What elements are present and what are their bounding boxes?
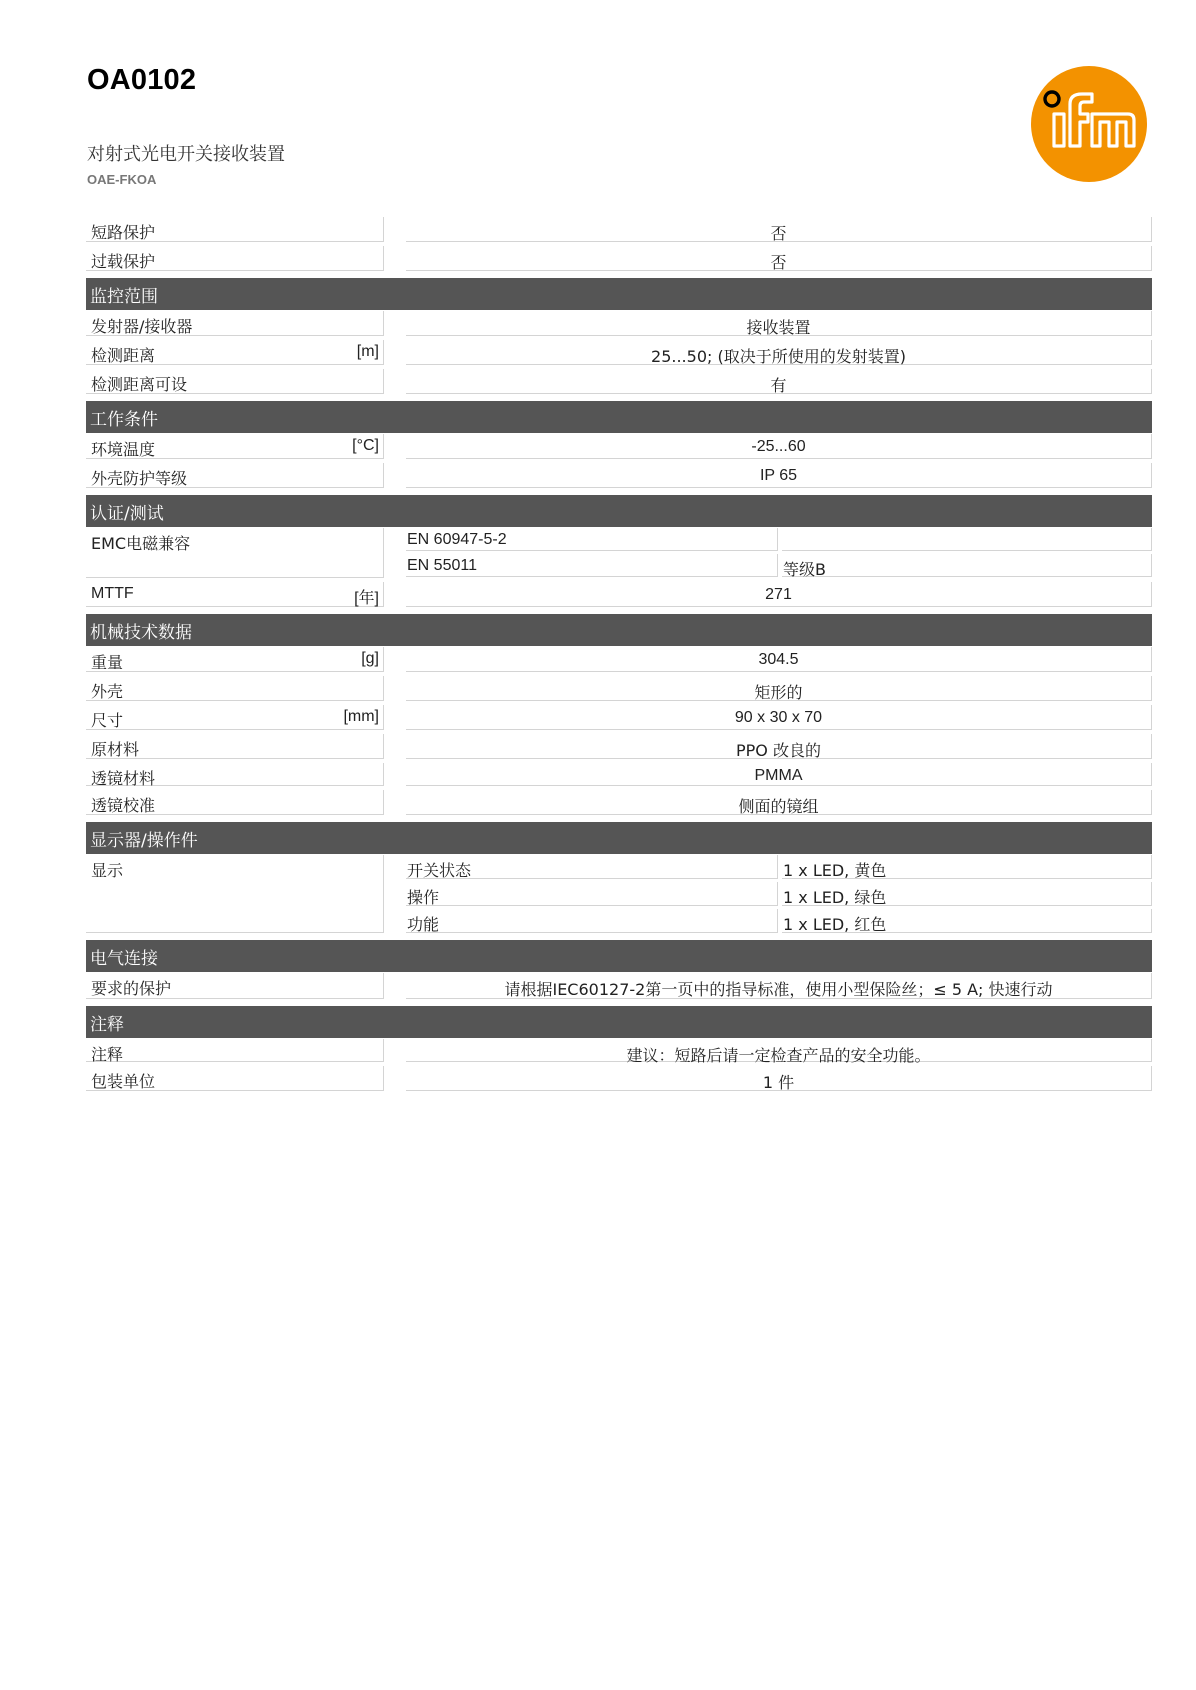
unit-ambient-temp: [°C] (352, 437, 379, 454)
label-lens-alignment: 透镜校准 (86, 790, 384, 815)
unit-dimensions: [mm] (343, 708, 379, 725)
label-protection: 外壳防护等级 (86, 463, 384, 488)
row-dimensions (86, 705, 1152, 734)
display-item-value: 1 x LED, 红色 (782, 909, 1152, 933)
row-emitter-receiver (86, 311, 1152, 340)
label-dimensions (86, 705, 384, 730)
row-mttf (86, 582, 1152, 611)
value-emitter-receiver: 接收装置 (406, 311, 1152, 336)
emc-subtable (406, 528, 1152, 582)
label-lens-material: 透镜材料 (86, 763, 384, 786)
emc-standard: EN 55011 (406, 554, 778, 577)
label-weight (86, 647, 384, 672)
row-display (86, 855, 1152, 937)
value-dimensions: 90 x 30 x 70 (406, 705, 1152, 730)
row-weight (86, 647, 1152, 676)
unit-range: [m] (356, 343, 379, 360)
row-range (86, 340, 1152, 369)
value-lens-material: PMMA (406, 763, 1152, 786)
emc-standard: EN 60947-5-2 (406, 528, 778, 551)
value-protection: IP 65 (406, 463, 1152, 488)
display-subrow (406, 882, 1152, 909)
value-packaging: 1 件 (406, 1066, 1152, 1091)
value-range: 25...50; (取决于所使用的发射装置) (406, 340, 1152, 365)
unit-weight: [g] (361, 650, 379, 667)
row-housing (86, 676, 1152, 705)
row-lens-material (86, 763, 1152, 790)
label-ambient-temp (86, 434, 384, 459)
label-display: 显示 (86, 855, 384, 933)
emc-class: 等级B (782, 554, 1152, 577)
value-notes: 建议：短路后请一定检查产品的安全功能。 (406, 1039, 1152, 1062)
label-mttf (86, 582, 384, 607)
section-monitoring-range: 监控范围 (86, 278, 1152, 310)
row-ambient-temp (86, 434, 1152, 463)
value-weight: 304.5 (406, 647, 1152, 672)
label-short-circuit: 短路保护 (86, 217, 384, 242)
value-ambient-temp: -25...60 (406, 434, 1152, 459)
label-range-text: 检测距离 (91, 346, 156, 365)
section-display-controls: 显示器/操作件 (86, 822, 1152, 854)
spec-table (86, 217, 1152, 1095)
row-notes (86, 1039, 1152, 1066)
row-emc (86, 528, 1152, 582)
row-lens-alignment (86, 790, 1152, 819)
product-subtitle: 对射式光电开关接收装置 (87, 144, 285, 165)
label-weight-text: 重量 (91, 653, 124, 672)
row-overload (86, 246, 1152, 275)
row-material (86, 734, 1152, 763)
section-operating-conditions: 工作条件 (86, 401, 1152, 433)
label-ambient-temp-text: 环境温度 (91, 440, 156, 459)
row-short-circuit (86, 217, 1152, 246)
display-item-name: 操作 (406, 882, 778, 906)
label-packaging: 包装单位 (86, 1066, 384, 1091)
display-item-value: 1 x LED, 黄色 (782, 855, 1152, 879)
label-housing: 外壳 (86, 676, 384, 701)
value-material: PPO 改良的 (406, 734, 1152, 759)
display-item-name: 功能 (406, 909, 778, 933)
section-electrical-connection: 电气连接 (86, 940, 1152, 972)
value-housing: 矩形的 (406, 676, 1152, 701)
emc-subrow (406, 554, 1152, 580)
value-range-adjust: 有 (406, 369, 1152, 394)
label-required-protection: 要求的保护 (86, 973, 384, 999)
label-material: 原材料 (86, 734, 384, 759)
display-item-value: 1 x LED, 绿色 (782, 882, 1152, 906)
label-overload: 过载保护 (86, 246, 384, 271)
label-range-adjust: 检测距离可设 (86, 369, 384, 394)
display-item-name: 开关状态 (406, 855, 778, 879)
product-code: OAE-FKOA (87, 172, 157, 187)
value-mttf: 271 (406, 582, 1152, 607)
row-range-adjust (86, 369, 1152, 398)
value-lens-alignment: 侧面的镜组 (406, 790, 1152, 815)
row-required-protection (86, 973, 1152, 1003)
section-mechanical: 机械技术数据 (86, 614, 1152, 646)
label-dimensions-text: 尺寸 (91, 711, 124, 730)
section-certification: 认证/测试 (86, 495, 1152, 527)
ifm-logo (1030, 64, 1148, 184)
value-required-protection: 请根据IEC60127-2第一页中的指导标准，使用小型保险丝；≤ 5 A; 快速行动 (406, 973, 1152, 999)
section-notes: 注释 (86, 1006, 1152, 1038)
label-notes: 注释 (86, 1039, 384, 1062)
unit-mttf: [年] (354, 590, 379, 607)
row-protection (86, 463, 1152, 492)
emc-subrow (406, 528, 1152, 554)
value-overload: 否 (406, 246, 1152, 271)
display-subrow (406, 909, 1152, 936)
row-packaging (86, 1066, 1152, 1095)
label-emitter-receiver: 发射器/接收器 (86, 311, 384, 336)
display-subrow (406, 855, 1152, 882)
value-short-circuit: 否 (406, 217, 1152, 242)
label-emc: EMC电磁兼容 (86, 528, 384, 578)
label-mttf-text: MTTF (91, 585, 134, 602)
display-subtable (406, 855, 1152, 937)
label-range (86, 340, 384, 365)
product-title: OA0102 (87, 64, 197, 96)
emc-class (782, 528, 1152, 551)
